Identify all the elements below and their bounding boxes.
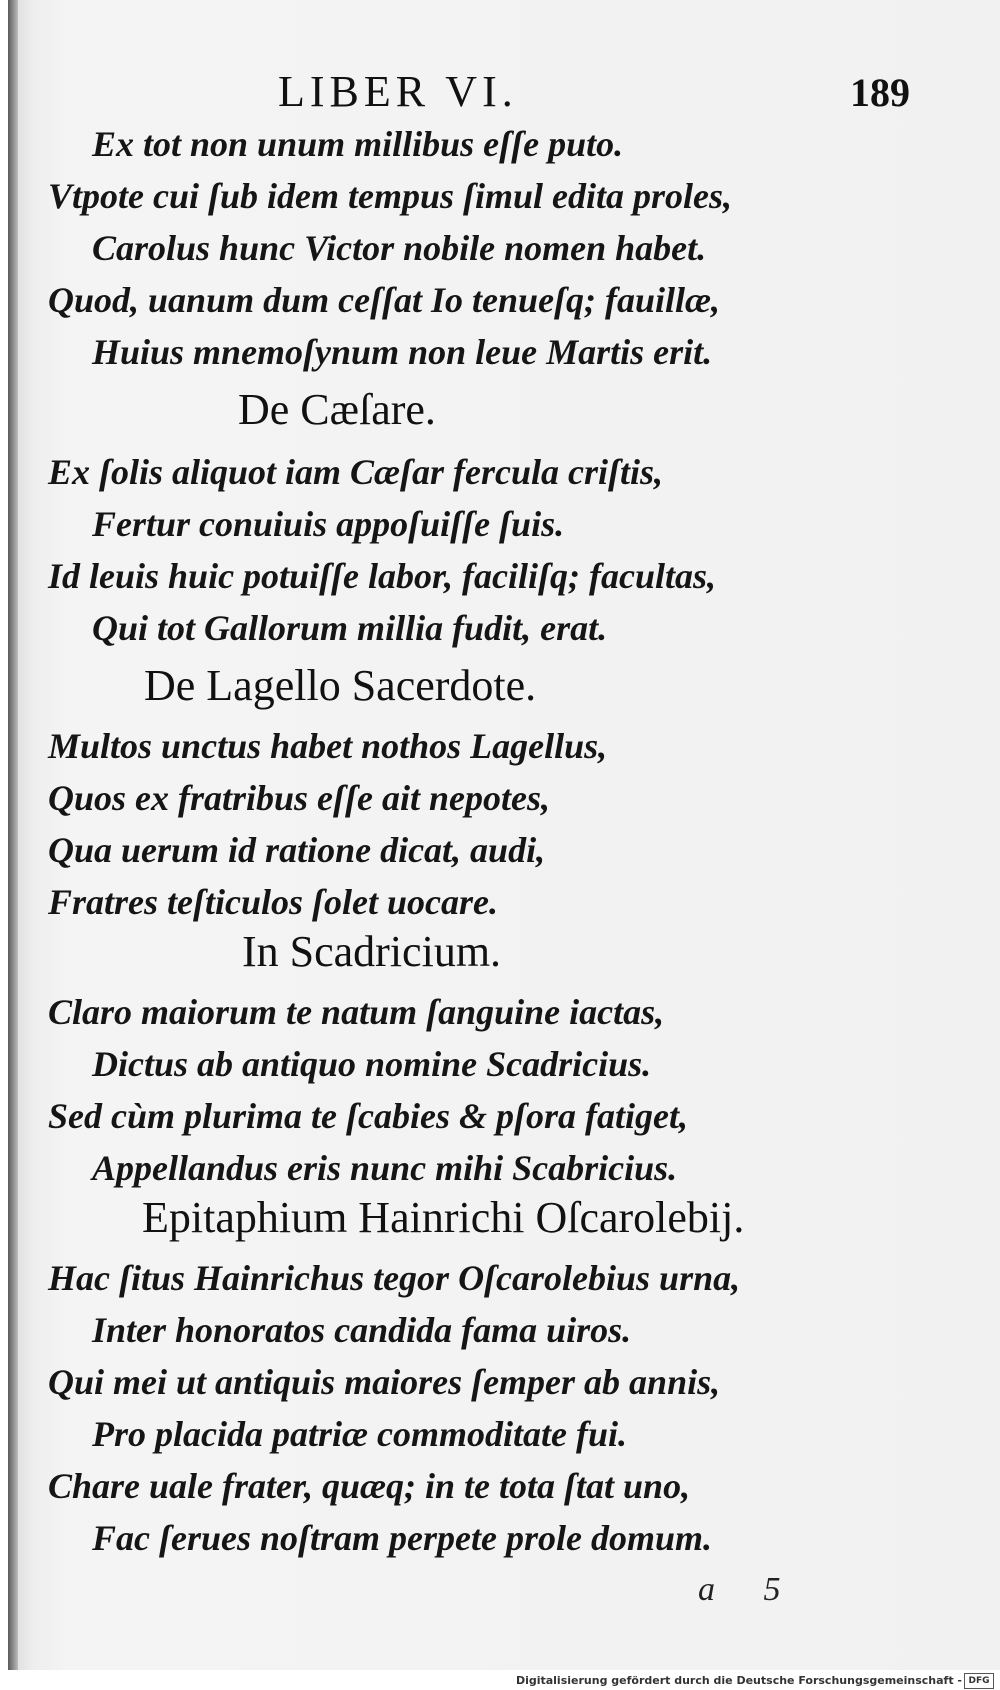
verse-line: Chare uale frater, quæq; in te tota ſtat uno,: [48, 1466, 691, 1506]
section-title: De Cæſare.: [238, 385, 436, 434]
verse-line: Carolus hunc Victor nobile nomen habet.: [92, 228, 707, 268]
verse-line: Sed cùm plurima te ſcabies & pſora fatiget,: [48, 1096, 688, 1136]
dfg-logo: DFG: [964, 1673, 994, 1689]
page-number: 189: [850, 70, 910, 115]
verse-line: Multos unctus habet nothos Lagellus,: [48, 726, 608, 766]
running-title: LIBER VI.: [278, 67, 518, 116]
verse-line: Ex tot non unum millibus eſſe puto.: [92, 124, 624, 164]
verse-line: Fratres teſticulos ſolet uocare.: [48, 882, 498, 922]
verse-line: Pro placida patriæ commoditate fui.: [92, 1414, 627, 1454]
verse-line: Qui mei ut antiquis maiores ſemper ab annis,: [48, 1362, 721, 1402]
verse-line: Huius mnemoſynum non leue Martis erit.: [92, 332, 713, 372]
verse-line: Fertur conuiuis appoſuiſſe ſuis.: [92, 504, 565, 544]
verse-line: Qui tot Gallorum millia fudit, erat.: [92, 608, 608, 648]
signature-mark: a 5: [698, 1571, 801, 1608]
verse-line: Claro maiorum te natum ſanguine iactas,: [48, 992, 665, 1032]
verse-line: Dictus ab antiquo nomine Scadricius.: [92, 1044, 652, 1084]
verse-line: Ex ſolis aliquot iam Cæſar fercula criſtis,: [48, 452, 664, 492]
verse-line: Inter honoratos candida fama uiros.: [92, 1310, 632, 1350]
section-title: In Scadricium.: [242, 927, 502, 976]
verse-line: Fac ſerues noſtram perpete prole domum.: [92, 1518, 712, 1558]
section-title: De Lagello Sacerdote.: [144, 661, 537, 710]
verse-line: Hac ſitus Hainrichus tegor Oſcarolebius urna,: [48, 1258, 741, 1298]
verse-line: Quod, uanum dum ceſſat Io tenueſq; fauillæ,: [48, 280, 721, 320]
book-page: [8, 0, 1000, 1670]
verse-line: Vtpote cui ſub idem tempus ſimul edita proles,: [48, 176, 732, 216]
verse-line: Quos ex fratribus eſſe ait nepotes,: [48, 778, 550, 818]
page-gutter: [8, 0, 18, 1670]
verse-line: Qua uerum id ratione dicat, audi,: [48, 830, 546, 870]
verse-line: Id leuis huic potuiſſe labor, faciliſq; facultas,: [48, 556, 717, 596]
section-title: Epitaphium Hainrichi Oſcarolebij.: [142, 1193, 745, 1242]
verse-line: Appellandus eris nunc mihi Scabricius.: [92, 1148, 678, 1188]
digitization-credit: Digitalisierung gefördert durch die Deutsche Forschungsgemeinschaft -: [515, 1674, 962, 1687]
